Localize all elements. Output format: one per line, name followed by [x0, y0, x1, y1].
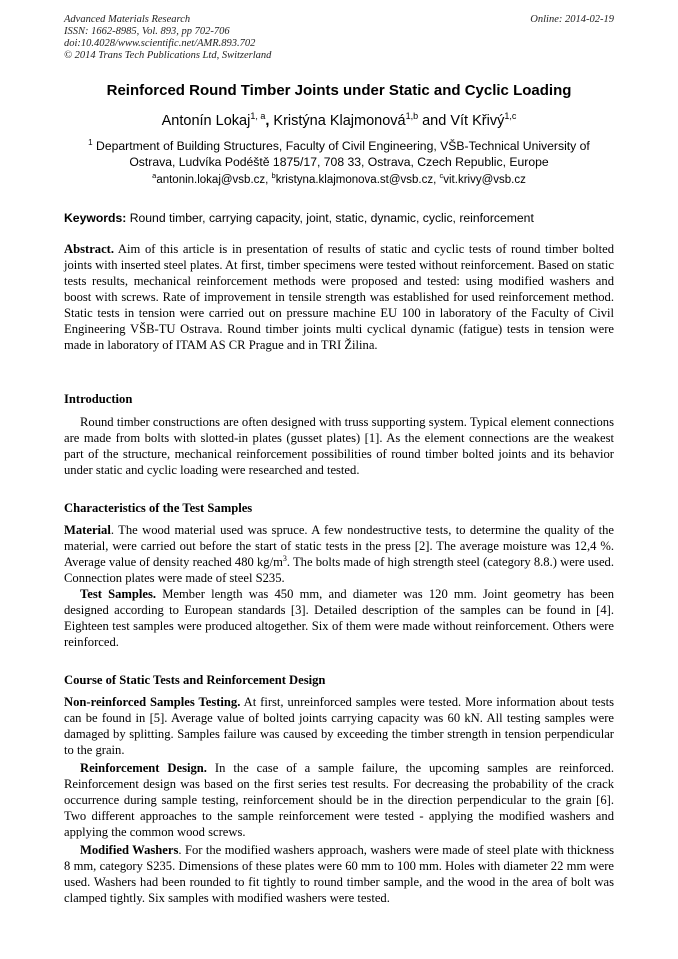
samples-paragraph: [64, 586, 614, 650]
design-paragraph: [64, 760, 614, 840]
affiliation: [70, 138, 608, 170]
affiliation-sup: 1: [88, 137, 93, 147]
affiliation-text: Department of Building Structures, Faculty of Civil Engineering, VŠB-Technical University of Ostrava, Ludvíka Podéště 1875/17, 708 33, Ostrava, Czech Republic, Europe: [96, 139, 590, 169]
keywords: [64, 211, 614, 225]
introduction-text: Round timber constructions are often designed with truss supporting system. Typical element connections are made from bolts with slotted-in plates (gusset plates) [1]. As the element connections are the weakest part of the structure, mechanical reinforcement possibilities of round timber bolted joints and its behavior under static and cyclic loading were researched and tested.: [64, 415, 614, 477]
author-1-sup: 1, a: [250, 111, 266, 122]
characteristics-heading: Characteristics of the Test Samples: [64, 501, 253, 515]
online-date: Online: 2014-02-19: [530, 14, 614, 25]
email-a: antonin.lokaj@vsb.cz,: [156, 174, 272, 186]
author-line: [0, 113, 678, 129]
author-3: Vít Křivý: [450, 113, 505, 129]
keywords-text: Round timber, carrying capacity, joint, static, dynamic, cyclic, reinforcement: [126, 211, 534, 225]
email-c-sup: c: [439, 171, 444, 181]
keywords-label: Keywords:: [64, 211, 127, 225]
nonreinforced-paragraph: [64, 694, 614, 758]
washers-paragraph: [64, 842, 614, 906]
material-text-2: . The bolts made of high strength steel (category 8.8.) were used. Connection plates were made of steel S235.: [64, 555, 614, 585]
author-3-sup: 1,c: [504, 111, 517, 122]
email-b: kristyna.klajmonova.st@vsb.cz,: [275, 174, 440, 186]
material-label: Material: [64, 523, 111, 537]
introduction-heading: Introduction: [64, 392, 133, 406]
author-2: Kristýna Klajmonová: [273, 113, 406, 129]
journal-header: [64, 14, 271, 62]
washers-text: . For the modified washers approach, washers were made of steel plate with thickness 8 mm, category S235. Dimensions of these plates were 60 mm to 100 mm. Holes with diameter 22 mm were used. Washers had been rounded to fit tightly to round timber sample, and the wood in the area of bolt was clamped tightly. Six samples with modified washers were tested.: [64, 843, 615, 905]
journal-name: Advanced Materials Research: [64, 14, 191, 25]
abstract-text: Aim of this article is in presentation of results of static and cyclic tests of round timber bolted joints with inserted steel plates. At first, timber specimens were tested without reinforcement. Based on static tests results, mechanical reinforcement methods were proposed and tested: using modified washers and boost with screws. Rate of improvement in tensile strength was established for used reinforcement method. Static tests in tension were carried out on pressure machine EU 100 in laboratory of the Faculty of Civil Engineering VŠB-TU Ostrava. Round timber joints multi cyclical dynamic (fatigue) tests in tension were made in laboratory of ITAM AS CR Prague and in TRI Žilina.: [64, 242, 614, 352]
author-separator-and: and: [418, 113, 451, 129]
doi-line: doi:10.4028/www.scientific.net/AMR.893.702: [64, 38, 256, 49]
email-a-sup: a: [152, 171, 157, 181]
issn-line: ISSN: 1662-8985, Vol. 893, pp 702-706: [64, 26, 230, 37]
author-2-sup: 1,b: [405, 111, 419, 122]
washers-label: Modified Washers: [80, 843, 179, 857]
nonreinforced-label: Non-reinforced Samples Testing.: [64, 695, 241, 709]
paper-title: Reinforced Round Timber Joints under Static and Cyclic Loading: [106, 82, 572, 99]
design-label: Reinforcement Design.: [80, 761, 207, 775]
abstract-label: Abstract.: [64, 242, 115, 256]
material-text-1: . The wood material used was spruce. A few nondestructive tests, to determine the quality of the material, were carried out before the start of static tests in the press [2]. The average moisture was 12,4 %. Average value of density reached 480 kg/m: [64, 523, 614, 569]
author-separator: ,: [265, 113, 274, 129]
samples-text: Member length was 450 mm, and diameter was 120 mm. Joint geometry has been designed according to European standards [3]. Detailed description of the samples can be found in [4]. Eighteen test samples were produced altogether. Six of them were made without reinforcement. Others were reinforced.: [64, 587, 614, 649]
nonreinforced-text: At first, unreinforced samples were tested. More information about tests can be found in [5]. Average value of bolted joints carrying capacity was 60 kN. All testing samples were damaged by splitting. Samples failure was caused by exceeding the timber strength in tension perpendicular to the grain.: [64, 695, 614, 757]
course-heading: Course of Static Tests and Reinforcement Design: [64, 673, 326, 687]
material-paragraph: [64, 522, 614, 586]
material-sup: 3: [282, 553, 287, 563]
email-c: vit.krivy@vsb.cz: [443, 174, 526, 186]
design-text: In the case of a sample failure, the upcoming samples are reinforced. Reinforcement design was based on the first series test results. For decreasing the probability of the crack occurrence during sample testing, reinforcement should be in the direction perpendicular to the grain [6]. Two different approaches to the sample reinforcement were tested - applying the modified washers and applying the common wood screws.: [64, 761, 614, 839]
email-b-sup: b: [271, 171, 276, 181]
copyright-line: © 2014 Trans Tech Publications Ltd, Switzerland: [64, 50, 272, 61]
samples-label: Test Samples.: [80, 587, 157, 601]
author-1: Antonín Lokaj: [161, 113, 251, 129]
email-line: [0, 171, 678, 186]
abstract: [64, 241, 614, 353]
